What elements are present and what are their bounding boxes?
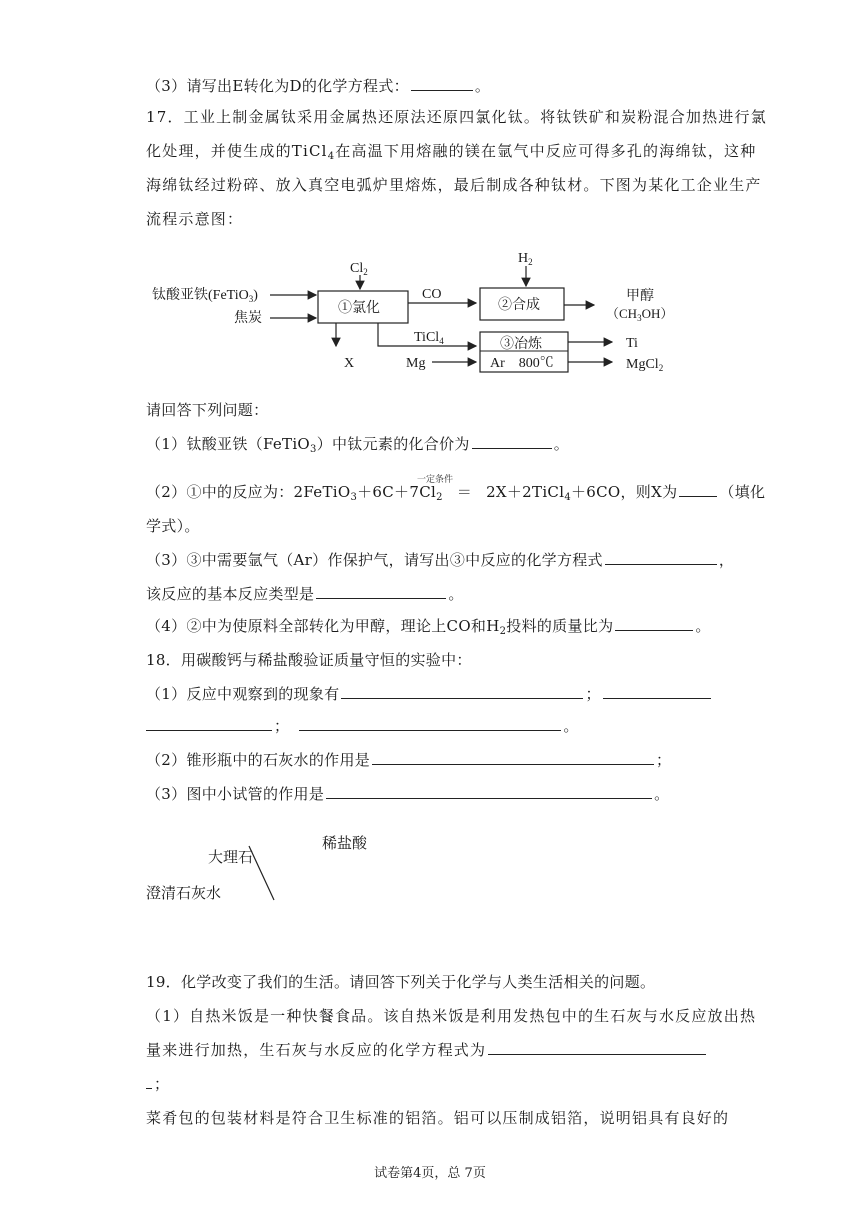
q17-part3: （3）③中需要氩气（Ar）作保护气，请写出③中反应的化学方程式 ， — [146, 551, 735, 569]
q19-part1-line3: ； — [146, 1074, 169, 1094]
q17-part2-cont: 学式）。 — [146, 517, 200, 535]
answer-blank[interactable] — [615, 616, 693, 631]
answer-blank[interactable] — [326, 784, 652, 799]
co-label: CO — [422, 287, 442, 302]
x-label: X — [344, 356, 355, 371]
answer-blank[interactable] — [146, 1074, 152, 1089]
answer-blank[interactable] — [372, 750, 654, 765]
answer-blank[interactable] — [411, 76, 473, 91]
box-chlorination-label: ①氯化 — [338, 301, 380, 316]
q18-title: 18．用碳酸钙与稀盐酸验证质量守恒的实验中： — [146, 651, 472, 669]
ticl4-label: TiCl$_4$ — [414, 330, 444, 346]
answer-blank[interactable] — [316, 584, 446, 599]
methanol-label: 甲醇 — [626, 289, 654, 304]
process-flow-diagram — [150, 248, 710, 378]
answer-blank[interactable] — [146, 716, 272, 731]
input-coke: 焦炭 — [234, 311, 262, 326]
q17-part2: （2）①中的反应为：$2FeTiO_3+6C+7Cl_2$ ＝ 2X＋2TiCl$_4$＋6CO，则X为 （填化 — [146, 483, 766, 503]
answer-blank[interactable] — [472, 434, 552, 449]
box-smelting-label: ③冶炼 — [500, 337, 542, 352]
input-fetio3: 钛酸亚铁(FeTiO$_3$) — [152, 288, 258, 304]
label-limewater: 澄清石灰水 — [146, 884, 222, 902]
answer-blank[interactable] — [603, 684, 711, 699]
q16-line3: （3）请写出E转化为D的化学方程式： 。 — [146, 77, 491, 95]
q19-title: 19．化学改变了我们的生活。请回答下列关于化学与人类生活相关的问题。 — [146, 973, 656, 991]
q17-intro-line3: 海绵钛经过粉碎、放入真空电弧炉里熔炼，最后制成各种钛材。下图为某化工企业生产 — [146, 176, 762, 194]
q17-part3-cont: 该反应的基本反应类型是 。 — [146, 585, 464, 603]
label-dilute-hcl: 稀盐酸 — [322, 834, 368, 852]
q17-part1: （1）钛酸亚铁（FeTiO$_3$）中钛元素的化合价为 。 — [146, 435, 570, 455]
label-marble: 大理石 — [208, 848, 254, 866]
h2-label: $H_2$ — [518, 251, 533, 267]
q19-part1-line2: 量来进行加热，生石灰与水反应的化学方程式为 — [146, 1040, 708, 1060]
methanol-formula: $(CH_3OH)$ — [606, 306, 674, 323]
answer-blank[interactable] — [605, 550, 717, 565]
q18-part2: （2）锥形瓶中的石灰水的作用是 ； — [146, 751, 672, 769]
q17-intro-line2: 化处理，并使生成的TiCl$_4$在高温下用熔融的镁在氩气中反应可得多孔的海绵钛，这种 — [146, 142, 757, 162]
q18-part1-cont: ； 。 — [146, 716, 579, 736]
mg-label: Mg — [406, 356, 426, 371]
q17-intro-line1: 17．工业上制金属钛采用金属热还原法还原四氯化钛。将钛铁矿和炭粉混合加热进行氯 — [146, 108, 767, 126]
answer-blank[interactable] — [341, 684, 583, 699]
reaction-condition: 一定条件 — [417, 475, 454, 485]
ti-label: Ti — [626, 336, 638, 351]
q18-part1: （1）反应中观察到的现象有 ； — [146, 684, 713, 704]
mgcl2-label: MgCl$_2$ — [626, 357, 664, 373]
q18-part3: （3）图中小试管的作用是 。 — [146, 785, 670, 803]
cl2-label: $Cl_2$ — [350, 261, 368, 277]
answer-blank[interactable] — [679, 482, 717, 497]
apparatus-line — [240, 840, 280, 904]
page-footer: 试卷第4页，总 7页 — [374, 1166, 486, 1181]
q17-part4: （4）②中为使原料全部转化为甲醇，理论上CO和$H_2$投料的质量比为 。 — [146, 617, 711, 637]
q19-part1-line4: 菜肴包的包装材料是符合卫生标准的铝箔。铝可以压制成铝箔，说明铝具有良好的 — [146, 1109, 730, 1127]
answer-blank[interactable] — [299, 716, 561, 731]
box-synthesis-label: ②合成 — [498, 298, 540, 313]
q17-intro-line4: 流程示意图： — [146, 210, 244, 228]
answer-blank[interactable] — [488, 1040, 706, 1055]
q19-part1-line1: （1）自热米饭是一种快餐食品。该自热米饭是利用发热包中的生石灰与水反应放出热 — [146, 1007, 757, 1025]
box-smelting-conditions: Ar 800℃ — [490, 356, 554, 371]
q17-prompt: 请回答下列问题： — [146, 401, 269, 419]
